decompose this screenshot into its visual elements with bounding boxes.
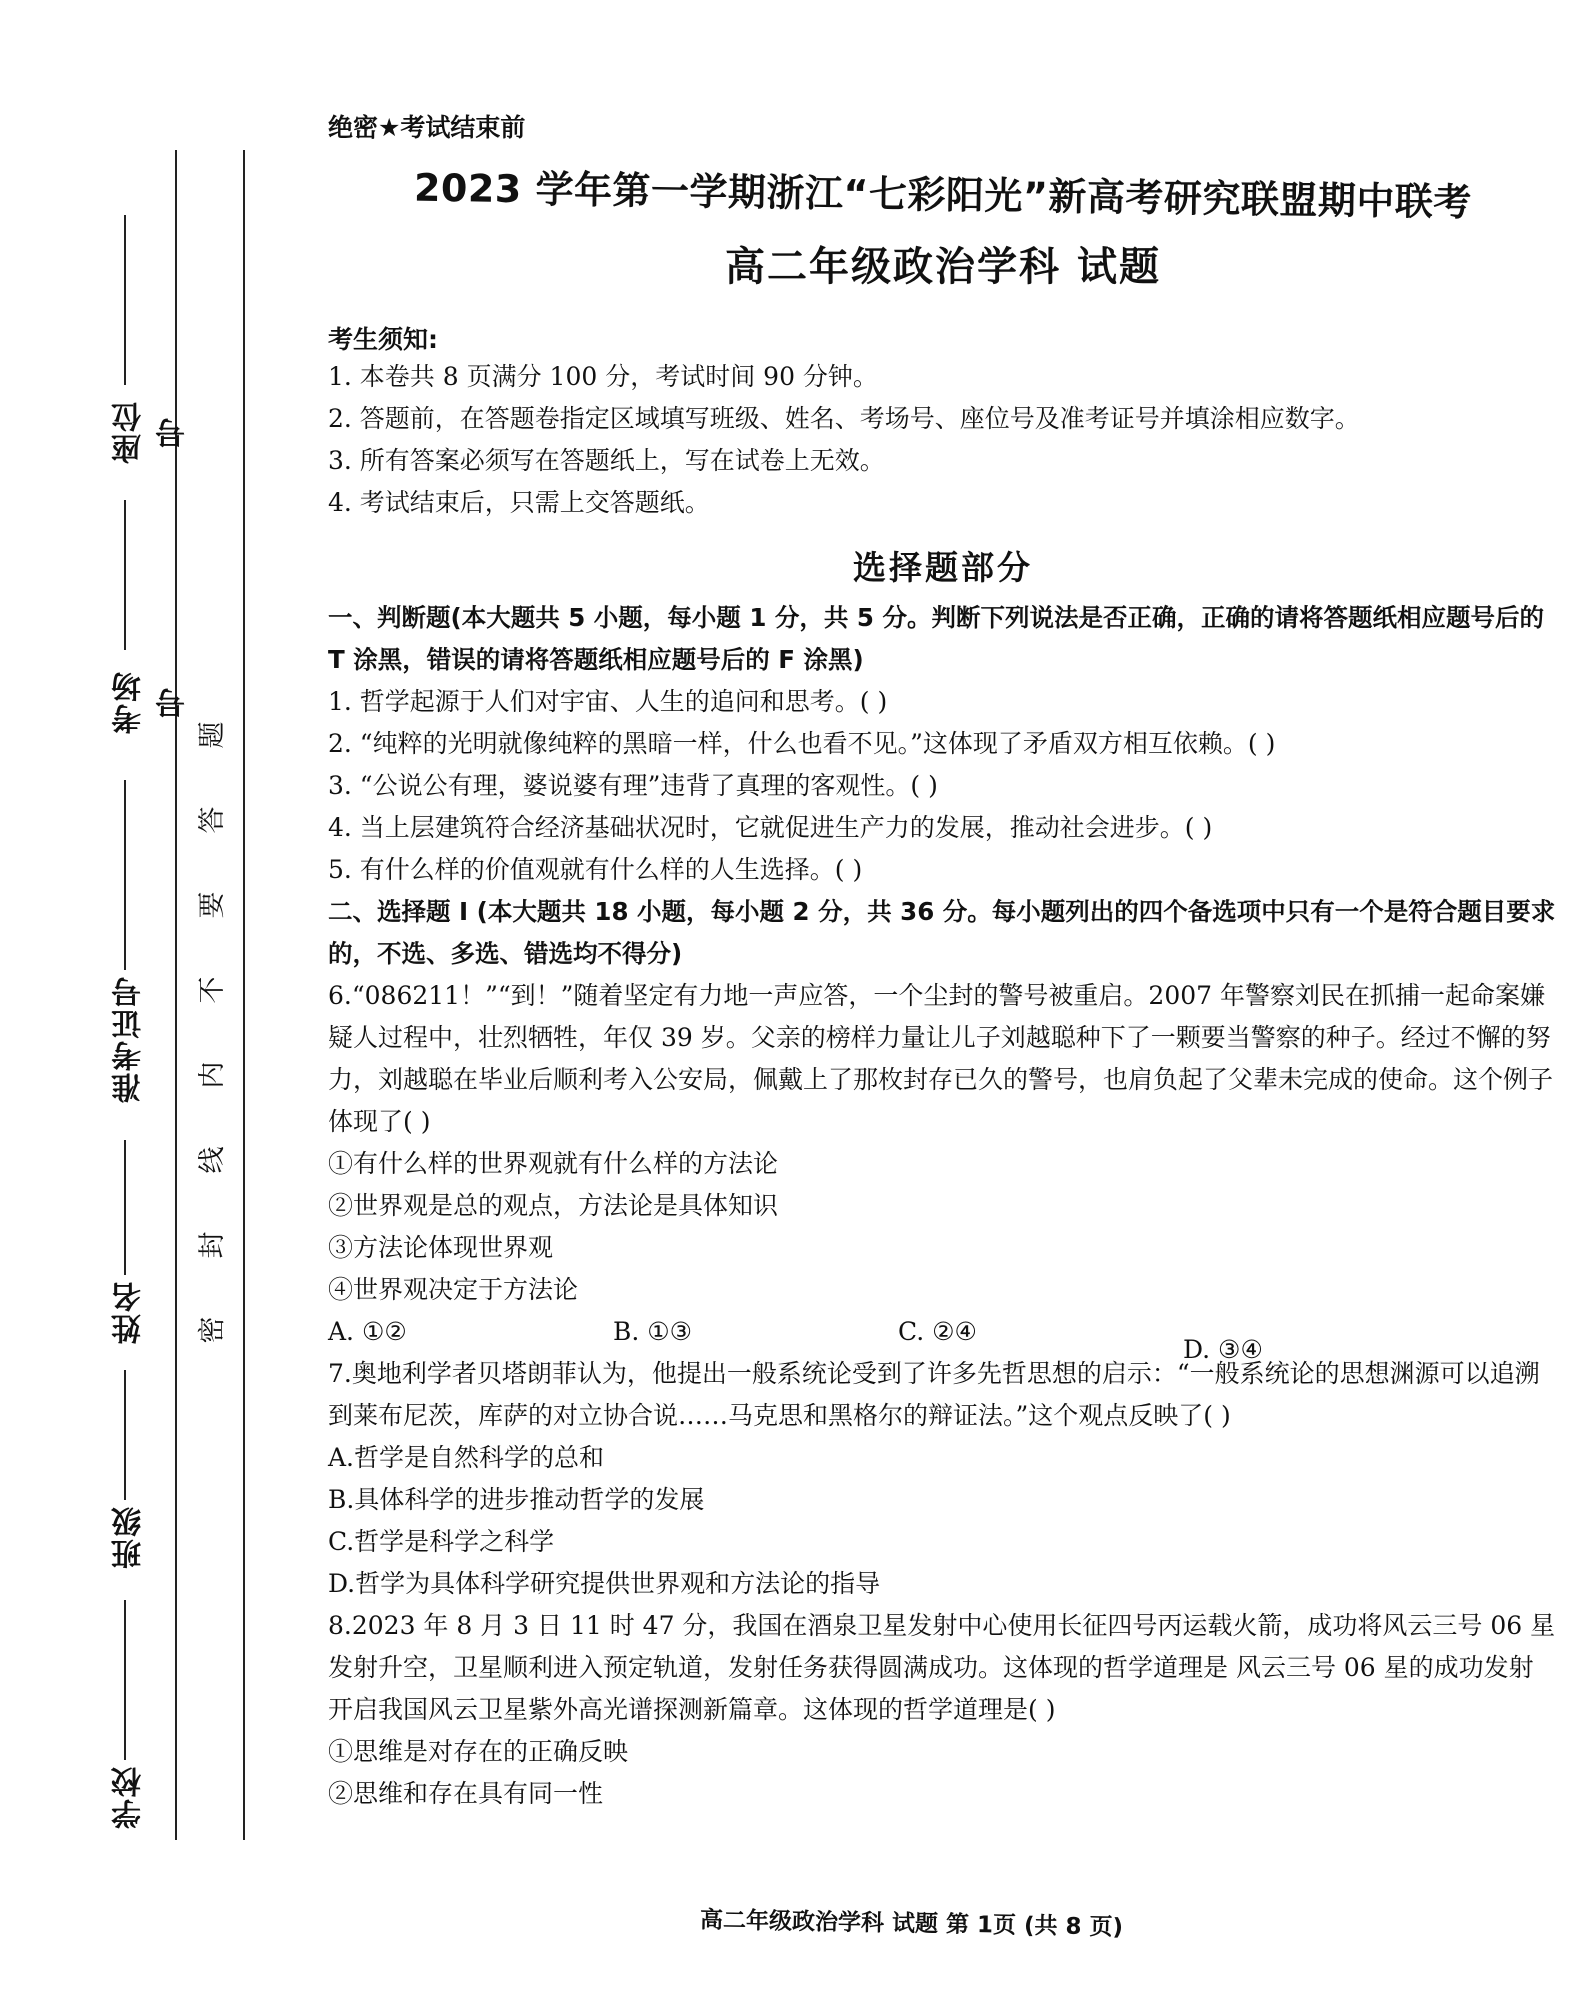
question-6-stem: 6.“086211！”“到！”随着坚定有力地一声应答，一个尘封的警号被重启。2007 年警察刘民在抓捕一起命案嫌疑人过程中，壮烈牺牲，年仅 39 岁。父亲的榜样力量让儿子刘越聪种下了一颗要当警察的种子。经过不懈的努力，刘越聪在毕业后顺利考入公安局，佩戴上了那枚封存已久的警号，也肩负起了父辈未完成的使命。这个例子体现了( ) <box>328 981 1554 1136</box>
field-ticket-number-label: 准考证号 <box>112 975 147 1103</box>
option-c: C. ②④ <box>898 1317 977 1346</box>
notice-item: 3. 所有答案必须写在答题纸上，写在试卷上无效。 <box>328 446 885 475</box>
seal-char: 内 <box>197 1061 228 1089</box>
field-exam-room[interactable] <box>108 500 191 750</box>
notice-item: 2. 答题前，在答题卷指定区域填写班级、姓名、考场号、座位号及准考证号并填涂相应数字。 <box>328 404 1360 433</box>
notice-heading: 考生须知: <box>328 325 438 354</box>
page-footer: 高二年级政治学科 试题 第 1页 (共 8 页) <box>699 1907 1124 1941</box>
exam-content <box>328 108 1558 1815</box>
question-8-stem: 8.2023 年 8 月 3 日 11 时 47 分，我国在酒泉卫星发射中心使用长征四号丙运载火箭，成功将风云三号 06 星发射升空，卫星顺利进入预定轨道，发射任务获得圆满成功。这体现的哲学道理是 风云三号 06 星的成功发射开启我国风云卫星紫外高光谱探测新篇章。这体现的哲学道理是( ) <box>328 1611 1556 1724</box>
seal-line-notice <box>197 720 228 1344</box>
binding-line-inner <box>243 150 245 1840</box>
part1-heading: 一、判断题(本大题共 5 小题，每小题 1 分，共 5 分。判断下列说法是否正确，正确的请将答题纸相应题号后的 T 涂黑，错误的请将答题纸相应题号后的 F 涂黑) <box>328 603 1545 674</box>
seal-char: 题 <box>197 721 228 749</box>
option-b: B. ①③ <box>613 1317 693 1346</box>
exam-subtitle: 高二年级政治学科 试题 <box>725 244 1161 290</box>
field-school[interactable] <box>108 1600 148 1860</box>
field-seat-number-label: 座位号 <box>112 400 191 465</box>
question-6-statement: ③方法论体现世界观 <box>328 1233 554 1262</box>
judge-question: 5. 有什么样的价值观就有什么样的人生选择。( ) <box>328 855 863 884</box>
question-7-option: A.哲学是自然科学的总和 <box>328 1443 605 1472</box>
question-8-statement: ②思维和存在具有同一性 <box>328 1779 604 1808</box>
option-a: A. ①② <box>328 1317 407 1346</box>
question-7-option: B.具体科学的进步推动哲学的发展 <box>328 1485 705 1514</box>
question-6-options <box>328 1311 1558 1364</box>
question-7-option: D.哲学为具体科学研究提供世界观和方法论的指导 <box>328 1569 881 1598</box>
field-ticket-number[interactable] <box>108 780 148 1110</box>
question-6-statement: ④世界观决定于方法论 <box>328 1275 579 1304</box>
notice-item: 1. 本卷共 8 页满分 100 分，考试时间 90 分钟。 <box>328 362 878 391</box>
judge-question: 1. 哲学起源于人们对宇宙、人生的追问和思考。( ) <box>328 687 888 716</box>
judge-question: 4. 当上层建筑符合经济基础状况时，它就促进生产力的发展，推动社会进步。( ) <box>328 813 1213 842</box>
binding-line-outer <box>175 150 177 1840</box>
question-6-statement: ②世界观是总的观点，方法论是具体知识 <box>328 1191 779 1220</box>
field-name[interactable] <box>108 1140 148 1390</box>
field-class[interactable] <box>108 1370 148 1600</box>
field-name-line[interactable] <box>124 1140 126 1275</box>
seal-char: 答 <box>197 806 228 834</box>
seal-char: 要 <box>197 891 228 919</box>
question-8-statement: ①思维是对存在的正确反映 <box>328 1737 629 1766</box>
field-exam-room-label: 考场号 <box>112 670 191 735</box>
field-school-label: 学校 <box>112 1765 147 1829</box>
seal-char: 不 <box>197 976 228 1004</box>
seal-char: 线 <box>197 1146 228 1174</box>
field-class-label: 班级 <box>112 1505 147 1569</box>
option-d: D. ③④ <box>1183 1335 1263 1364</box>
question-6-statement: ①有什么样的世界观就有什么样的方法论 <box>328 1149 779 1178</box>
field-ticket-number-line[interactable] <box>124 780 126 970</box>
field-school-line[interactable] <box>124 1600 126 1760</box>
part2-heading: 二、选择题 I (本大题共 18 小题，每小题 2 分，共 36 分。每小题列出的四个备选项中只有一个是符合题目要求的，不选、多选、错选均不得分) <box>328 897 1556 968</box>
judge-question: 2. “纯粹的光明就像纯粹的黑暗一样，什么也看不见。”这体现了矛盾双方相互依赖。( ) <box>328 729 1276 758</box>
confidential-mark: 绝密★考试结束前 <box>328 113 526 142</box>
exam-title: 2023 学年第一学期浙江“七彩阳光”新高考研究联盟期中联考 <box>413 165 1473 225</box>
question-7-option: C.哲学是科学之科学 <box>328 1527 555 1556</box>
field-class-line[interactable] <box>124 1370 126 1500</box>
question-7-stem: 7.奥地利学者贝塔朗菲认为，他提出一般系统论受到了许多先哲思想的启示：“一般系统论的思想渊源可以追溯到莱布尼茨，库萨的对立协合说……马克思和黑格尔的辩证法。”这个观点反映了( ) <box>328 1359 1540 1430</box>
field-exam-room-line[interactable] <box>124 500 126 650</box>
field-seat-number-line[interactable] <box>124 215 126 385</box>
seal-char: 密 <box>197 1316 228 1344</box>
field-seat-number[interactable] <box>108 215 191 475</box>
section-title: 选择题部分 <box>853 548 1033 587</box>
seal-char: 封 <box>197 1231 228 1259</box>
field-name-label: 姓名 <box>112 1280 147 1344</box>
notice-item: 4. 考试结束后，只需上交答题纸。 <box>328 488 710 517</box>
judge-question: 3. “公说公有理，婆说婆有理”违背了真理的客观性。( ) <box>328 771 938 800</box>
